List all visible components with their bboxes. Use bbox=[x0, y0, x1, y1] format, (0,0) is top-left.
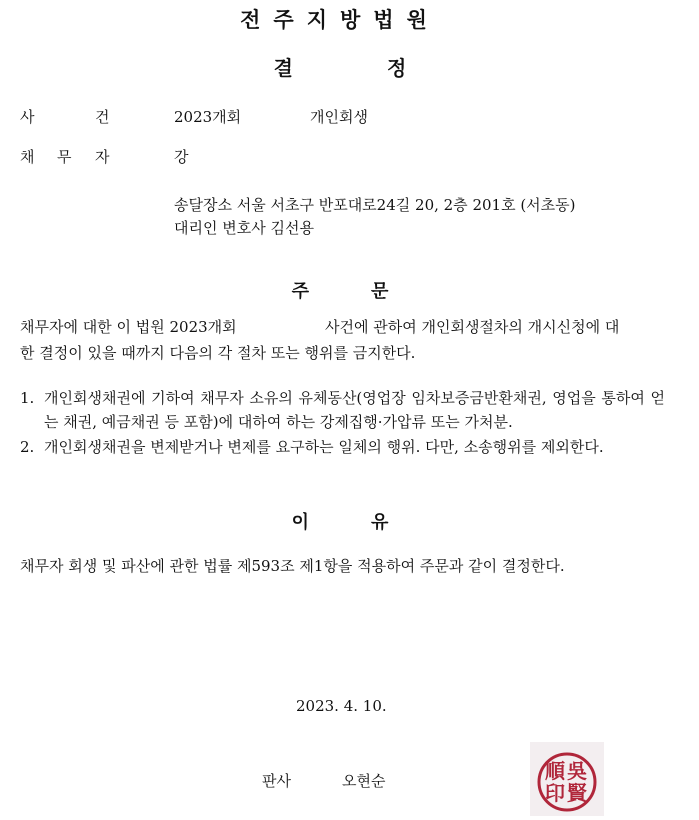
reason-text: 채무자 회생 및 파산에 관한 법률 제593조 제1항을 적용하여 주문과 같이 결정한다. bbox=[20, 557, 565, 575]
seal-char-3: 順 bbox=[545, 759, 565, 783]
court-name: 전주지방법원 bbox=[240, 8, 440, 32]
case-label-b: 건 bbox=[95, 108, 110, 126]
order-line2: 한 결정이 있을 때까지 다음의 각 절차 또는 행위를 금지한다. bbox=[20, 344, 416, 362]
seal-char-4: 印 bbox=[545, 781, 565, 805]
decision-date: 2023. 4. 10. bbox=[296, 697, 387, 715]
debtor-name: 강 bbox=[174, 148, 189, 166]
debtor-label-a: 채 bbox=[20, 148, 35, 166]
order-item-2-number: 2. bbox=[20, 438, 35, 456]
reason-heading-left: 이 bbox=[291, 512, 309, 533]
reason-heading-right: 유 bbox=[371, 512, 389, 533]
order-item-1 bbox=[20, 386, 665, 434]
document-title-left: 결 bbox=[273, 56, 293, 80]
judge-seal bbox=[530, 742, 604, 816]
order-item-1-number: 1. bbox=[20, 389, 35, 407]
judge-label: 판사 bbox=[262, 772, 291, 790]
document-title-right: 정 bbox=[387, 56, 407, 80]
order-line1-part1: 채무자에 대한 이 법원 2023개회 bbox=[20, 318, 237, 336]
seal-char-2: 賢 bbox=[567, 781, 587, 805]
order-item-2 bbox=[20, 435, 665, 459]
case-label-a: 사 bbox=[20, 108, 35, 126]
order-item-1-text: 개인회생채권에 기하여 채무자 소유의 유체동산(영업장 임차보증금반환채권, 영업을 통하여 얻는 채권, 예금채권 등 포함)에 대하여 하는 강제집행·가압류 또는 가처분. bbox=[44, 389, 665, 431]
judge-seal-graphic bbox=[530, 742, 604, 816]
order-heading bbox=[0, 277, 680, 303]
order-heading-left: 주 bbox=[291, 281, 309, 302]
debtor-label-c: 자 bbox=[95, 148, 110, 166]
document-title bbox=[0, 52, 680, 81]
order-item-2-text: 개인회생채권을 변제받거나 변제를 요구하는 일체의 행위. 다만, 소송행위를 제외한다. bbox=[44, 438, 604, 456]
debtor-agent: 대리인 변호사 김선용 bbox=[174, 219, 314, 237]
case-type: 개인회생 bbox=[310, 108, 368, 126]
case-number: 2023개회 bbox=[174, 108, 242, 126]
order-heading-right: 문 bbox=[371, 281, 389, 302]
seal-char-1: 吳 bbox=[567, 759, 587, 783]
service-address: 송달장소 서울 서초구 반포대로24길 20, 2층 201호 (서초동) bbox=[174, 196, 576, 214]
debtor-label-b: 무 bbox=[57, 148, 72, 166]
order-line1-part2: 사건에 관하여 개인회생절차의 개시신청에 대 bbox=[325, 318, 620, 336]
judge-name: 오현순 bbox=[342, 772, 386, 790]
reason-heading bbox=[0, 508, 680, 534]
